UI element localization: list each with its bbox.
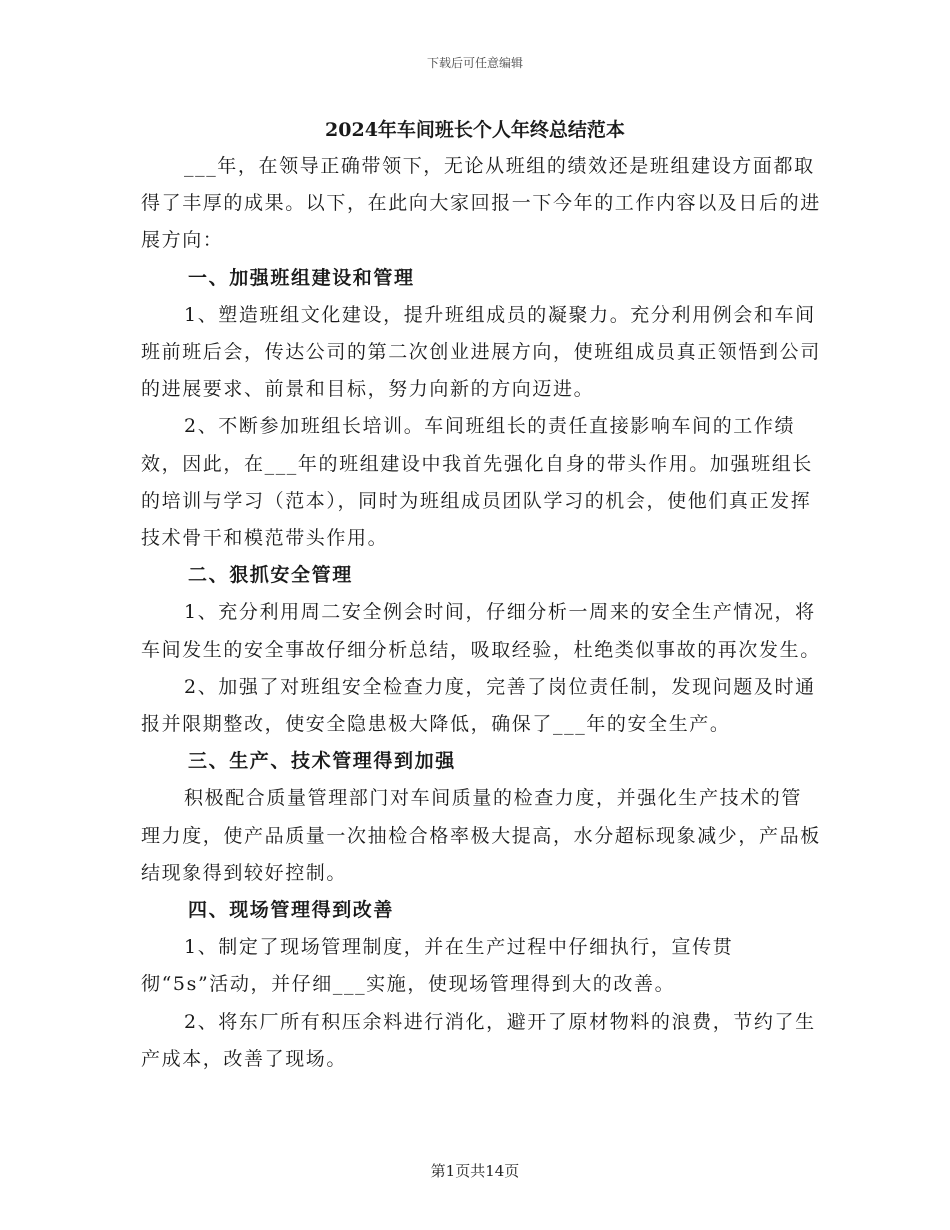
page-header: 下载后可任意编辑 (426, 56, 523, 70)
section-heading-2: 二、狠抓安全管理 (188, 564, 353, 587)
section-1-item-2: 2、不断参加班组长培训。车间班组长的责任直接影响车间的工作绩效，因此，在___年的班组建设中我首先强化自身的带头作用。加强班组长的培训与学习（范本），同时为班组成员团队学习的机会，使他们真正发挥技术骨干和模范带头作用。 (141, 415, 813, 550)
section-1-item-1: 1、塑造班组文化建设，提升班组成员的凝聚力。充分利用例会和车间班前班后会，传达公司的第二次创业进展方向，使班组成员真正领悟到公司的进展要求、前景和目标，努力向新的方向迈进。 (141, 303, 821, 401)
section-2-item-1: 1、充分利用周二安全例会时间，仔细分析一周来的安全生产情况，将车间发生的安全事故仔细分析总结，吸取经验，杜绝类似事故的再次发生。 (141, 601, 821, 661)
section-4-item-1: 1、制定了现场管理制度，并在生产过程中仔细执行，宣传贯彻“5s”活动，并仔细___实施，使现场管理得到大的改善。 (141, 936, 734, 996)
section-heading-1: 一、加强班组建设和管理 (188, 266, 415, 289)
document-title: 2024年车间班长个人年终总结范本 (325, 119, 625, 141)
section-4-item-2: 2、将东厂所有积压余料进行消化，避开了原材物料的浪费，节约了生产成本，改善了现场。 (141, 1010, 816, 1070)
section-2-item-2: 2、加强了对班组安全检查力度，完善了岗位责任制，发现问题及时通报并限期整改，使安全隐患极大降低，确保了___年的安全生产。 (141, 675, 816, 736)
section-3-paragraph: 积极配合质量管理部门对车间质量的检查力度，并强化生产技术的管理力度，使产品质量一次抽检合格率极大提高，水分超标现象减少，产品板结现象得到较好控制。 (141, 787, 821, 884)
page-footer: 第1页共14页 (430, 1162, 520, 1180)
section-heading-4: 四、现场管理得到改善 (188, 899, 395, 922)
section-heading-3: 三、生产、技术管理得到加强 (188, 750, 456, 773)
intro-paragraph: ___年，在领导正确带领下，无论从班组的绩效还是班组建设方面都取得了丰厚的成果。以下，在此向大家回报一下今年的工作内容以及日后的进展方向： (141, 155, 821, 252)
document-body (141, 148, 821, 1078)
